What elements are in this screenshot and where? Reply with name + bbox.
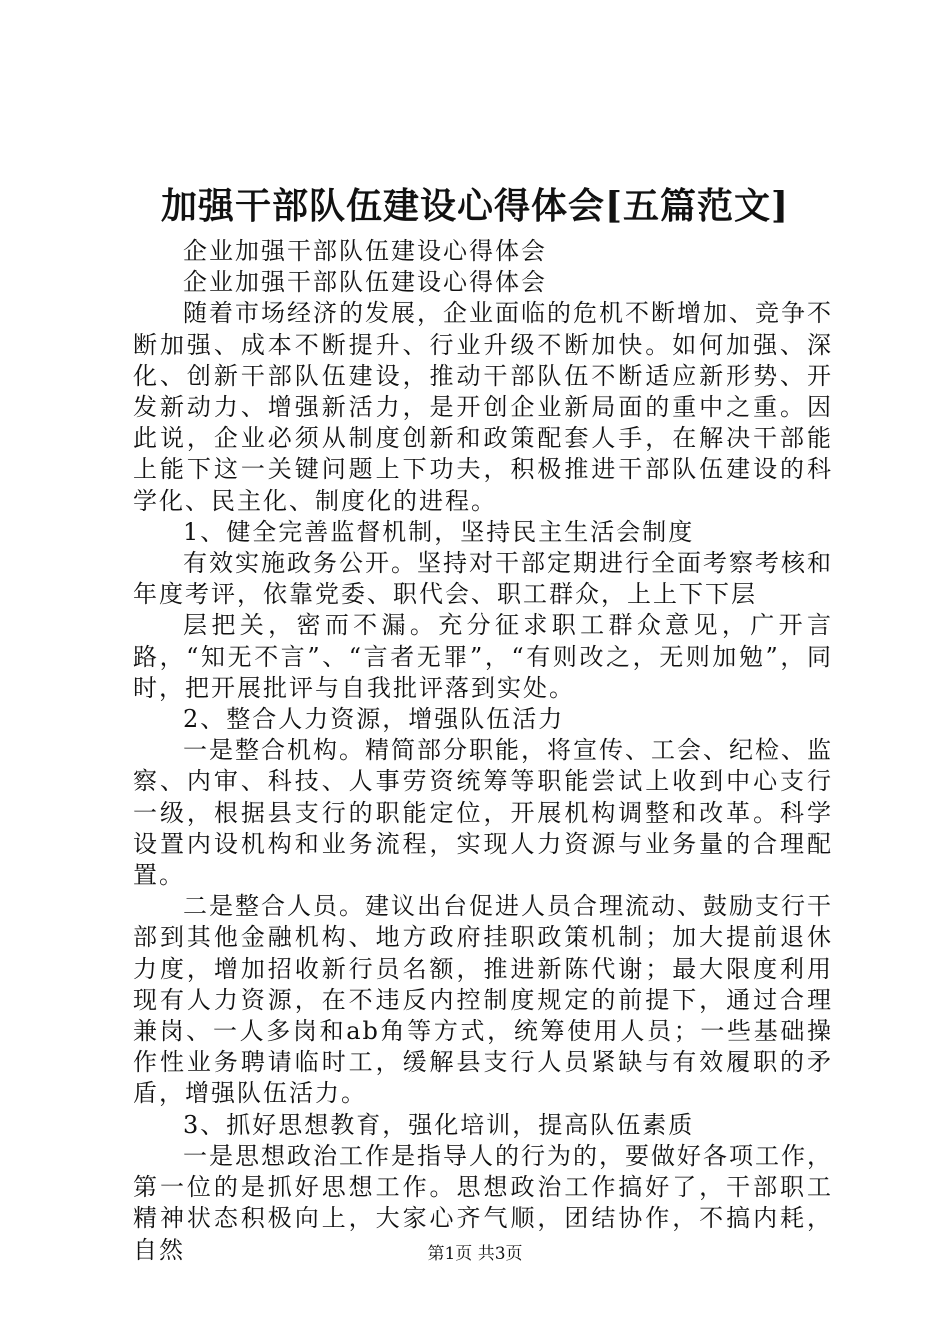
body-paragraph: 随着市场经济的发展，企业面临的危机不断增加、竞争不断加强、成本不断提升、行业升级不断加快。如何加强、深化、创新干部队伍建设，推动干部队伍不断适应新形势、开发新动力、增强新活力，是开创企业新局面的重中之重。因此说，企业必须从制度创新和政策配套人手，在解决干部能上能下这一关键问题上下功夫，积极推进干部队伍建设的科学化、民主化、制度化的进程。 <box>133 299 833 515</box>
page-number-footer: 第1页 共3页 <box>427 1244 523 1264</box>
section-heading: 3、抓好思想教育，强化培训，提高队伍素质 <box>183 1110 695 1139</box>
body-paragraph: 一是思想政治工作是指导人的行为的，要做好各项工作，第一位的是抓好思想工作。思想政治工作搞好了，干部职工精神状态积极向上，大家心齐气顺，团结协作，不搞内耗，自然 <box>133 1141 833 1264</box>
body-paragraph: 二是整合人员。建议出台促进人员合理流动、鼓励支行干部到其他金融机构、地方政府挂职政策机制；加大提前退休力度，增加招收新行员名额，推进新陈代谢；最大限度利用现有人力资源，在不违反内控制度规定的前提下，通过合理兼岗、一人多岗和ab角等方式，统筹使用人员；一些基础操作性业务聘请临时工，缓解县支行人员紧缺与有效履职的矛盾，增强队伍活力。 <box>133 892 833 1108</box>
body-paragraph: 一是整合机构。精简部分职能，将宣传、工会、纪检、监察、内审、科技、人事劳资统筹等职能尝试上收到中心支行一级，根据县支行的职能定位，开展机构调整和改革。科学设置内设机构和业务流程，实现人力资源与业务量的合理配置。 <box>133 736 833 890</box>
section-heading: 1、健全完善监督机制，坚持民主生活会制度 <box>183 517 695 546</box>
document-title: 加强干部队伍建设心得体会[五篇范文] <box>160 185 790 227</box>
subtitle-paragraph: 企业加强干部队伍建设心得体会 <box>183 237 547 265</box>
body-paragraph: 层把关，密而不漏。充分征求职工群众意见，广开言路，“知无不言”、“言者无罪”，“有则改之，无则加勉”，同时，把开展批评与自我批评落到实处。 <box>133 611 833 702</box>
section-heading: 2、整合人力资源，增强队伍活力 <box>183 705 565 734</box>
document-body <box>133 236 833 1266</box>
subtitle-paragraph: 企业加强干部队伍建设心得体会 <box>183 268 547 297</box>
body-paragraph: 有效实施政务公开。坚持对干部定期进行全面考察考核和年度考评，依靠党委、职代会、职工群众，上上下下层 <box>133 549 833 609</box>
